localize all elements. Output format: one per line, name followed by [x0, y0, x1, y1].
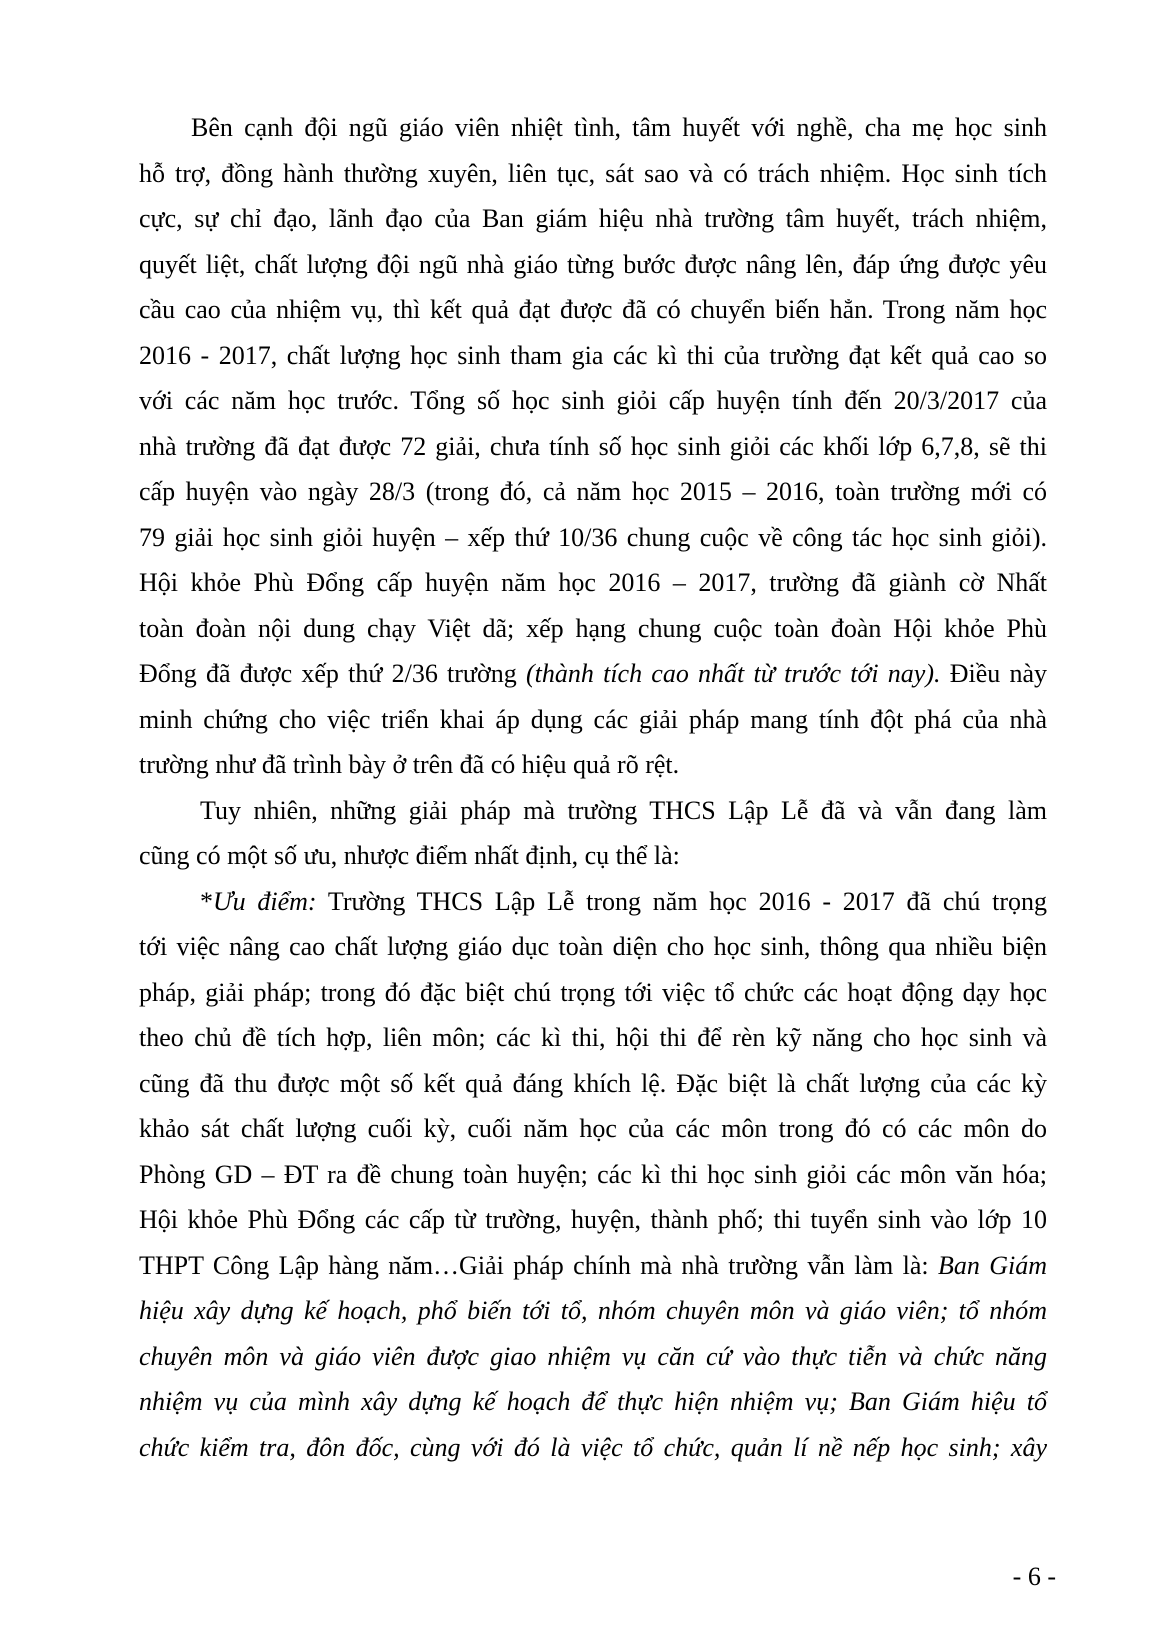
text-segment: THPT Công Lập hàng năm…Giải pháp chính mà nhà trường vẫn làm là:	[139, 1250, 938, 1280]
text-line	[139, 151, 1047, 197]
text-segment: cũng đã thu được một số kết quả đáng khích lệ. Đặc biệt là chất lượng của các kỳ	[139, 1068, 1047, 1098]
text-line	[139, 560, 1047, 606]
text-segment: khảo sát chất lượng cuối kỳ, cuối năm học của các môn trong đó có các môn do	[139, 1114, 1047, 1143]
text-segment: Hội khỏe Phù Đổng cấp huyện năm học 2016 – 2017, trường đã giành cờ Nhất	[139, 568, 1047, 597]
text-line	[139, 833, 1047, 879]
italic-text: chuyên môn và giáo viên được giao nhiệm vụ căn cứ vào thực tiễn và chức năng	[139, 1341, 1047, 1371]
text-line	[139, 469, 1047, 515]
text-segment: pháp, giải pháp; trong đó đặc biệt chú trọng tới việc tổ chức các hoạt động dạy học	[139, 977, 1047, 1007]
text-line	[139, 333, 1047, 379]
text-line	[139, 1061, 1047, 1107]
text-segment: với các năm học trước. Tổng số học sinh giỏi cấp huyện tính đến 20/3/2017 của	[139, 386, 1047, 415]
text-segment: Trường THCS Lập Lễ trong năm học 2016 - 2017 đã chú trọng	[316, 886, 1047, 916]
text-line	[139, 742, 1047, 788]
text-line	[139, 1379, 1047, 1425]
text-segment: Bên cạnh đội ngũ giáo viên nhiệt tình, tâm huyết với nghề, cha mẹ học sinh	[191, 113, 1047, 142]
text-line	[139, 1152, 1047, 1198]
paragraph	[139, 879, 1047, 1471]
text-segment: tới việc nâng cao chất lượng giáo dục toàn diện cho học sinh, thông qua nhiều biện	[139, 932, 1047, 961]
paragraph	[139, 788, 1047, 879]
text-segment: Phòng GD – ĐT ra đề chung toàn huyện; các kì thi học sinh giỏi các môn văn hóa;	[139, 1159, 1047, 1189]
text-line	[139, 287, 1047, 333]
text-line	[139, 970, 1047, 1016]
text-segment: Hội khỏe Phù Đổng các cấp từ trường, huyện, thành phố; thi tuyển sinh vào lớp 10	[139, 1205, 1047, 1234]
text-segment: cầu cao của nhiệm vụ, thì kết quả đạt được đã có chuyển biến hẳn. Trong năm học	[139, 295, 1047, 324]
text-segment: cũng có một số ưu, nhược điểm nhất định, cụ thể là:	[139, 841, 680, 870]
text-line	[139, 515, 1047, 561]
text-segment: *	[200, 886, 213, 916]
italic-text: Ban Giám	[937, 1250, 1047, 1280]
text-line	[139, 606, 1047, 652]
text-segment: toàn đoàn nội dung chạy Việt dã; xếp hạng chung cuộc toàn đoàn Hội khỏe Phù	[139, 613, 1047, 643]
text-segment: Đổng đã được xếp thứ 2/36 trường	[139, 659, 526, 688]
text-line	[139, 651, 1047, 697]
text-line	[139, 1425, 1047, 1471]
text-segment: cực, sự chỉ đạo, lãnh đạo của Ban giám hiệu nhà trường tâm huyết, trách nhiệm,	[139, 204, 1047, 233]
italic-text: Ưu điểm:	[213, 886, 317, 916]
text-line	[139, 1106, 1047, 1152]
text-line	[139, 242, 1047, 288]
text-segment: minh chứng cho việc triển khai áp dụng các giải pháp mang tính đột phá của nhà	[139, 704, 1047, 734]
text-segment: Tuy nhiên, những giải pháp mà trường THCS Lập Lễ đã và vẫn đang làm	[200, 795, 1047, 825]
text-line	[139, 879, 1047, 925]
text-segment: 79 giải học sinh giỏi huyện – xếp thứ 10/36 chung cuộc về công tác học sinh giỏi).	[139, 522, 1047, 552]
page-number: - 6 -	[1012, 1562, 1056, 1591]
italic-text: nhiệm vụ của mình xây dựng kế hoạch để thực hiện nhiệm vụ; Ban Giám hiệu tổ	[139, 1387, 1047, 1416]
text-segment: hỗ trợ, đồng hành thường xuyên, liên tục, sát sao và có trách nhiệm. Học sinh tích	[139, 158, 1047, 188]
text-line	[139, 1243, 1047, 1289]
text-line	[139, 378, 1047, 424]
text-segment: cấp huyện vào ngày 28/3 (trong đó, cả năm học 2015 – 2016, toàn trường mới có	[139, 477, 1047, 506]
text-line	[139, 1288, 1047, 1334]
text-line	[139, 1334, 1047, 1380]
text-line	[139, 697, 1047, 743]
text-line	[139, 788, 1047, 834]
text-line	[139, 424, 1047, 470]
italic-text: (thành tích cao nhất từ trước tới nay).	[526, 659, 941, 688]
text-line	[139, 924, 1047, 970]
text-line	[139, 1015, 1047, 1061]
paragraph	[139, 105, 1047, 788]
text-line	[139, 196, 1047, 242]
text-segment: Điều này	[940, 659, 1048, 688]
text-segment: theo chủ đề tích hợp, liên môn; các kì thi, hội thi để rèn kỹ năng cho học sinh và	[139, 1023, 1047, 1052]
text-segment: quyết liệt, chất lượng đội ngũ nhà giáo từng bước được nâng lên, đáp ứng được yêu	[139, 249, 1047, 279]
text-segment: trường như đã trình bày ở trên đã có hiệu quả rõ rệt.	[139, 750, 680, 779]
text-line	[139, 105, 1047, 151]
text-segment: 2016 - 2017, chất lượng học sinh tham gia các kì thi của trường đạt kết quả cao so	[139, 340, 1047, 370]
text-line	[139, 1197, 1047, 1243]
text-segment: nhà trường đã đạt được 72 giải, chưa tính số học sinh giỏi các khối lớp 6,7,8, sẽ thi	[139, 431, 1047, 461]
italic-text: hiệu xây dựng kế hoạch, phổ biến tới tổ, nhóm chuyên môn và giáo viên; tổ nhóm	[139, 1296, 1047, 1325]
body-text	[139, 105, 1047, 1470]
italic-text: chức kiểm tra, đôn đốc, cùng với đó là việc tổ chức, quản lí nề nếp học sinh; xây	[139, 1432, 1047, 1462]
